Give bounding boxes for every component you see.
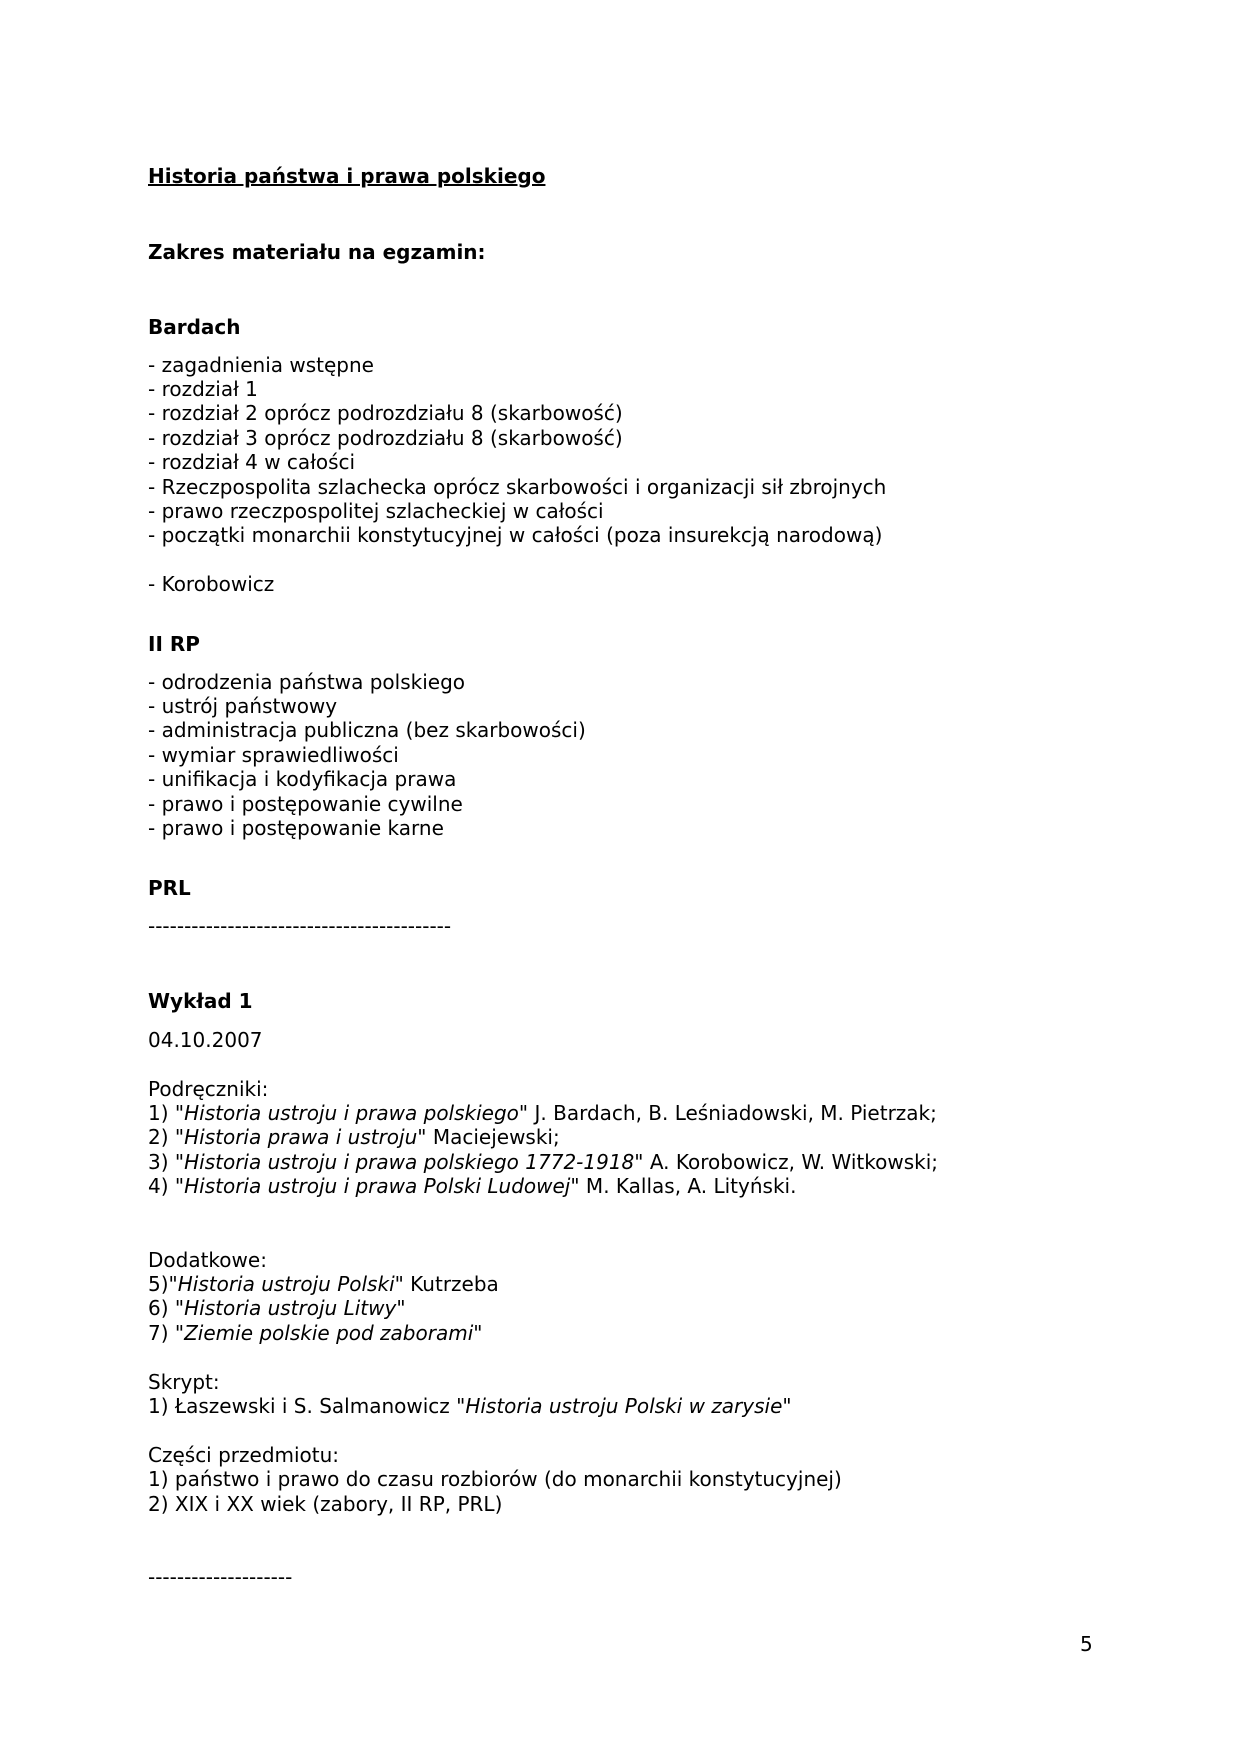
prl-heading: PRL [148, 876, 191, 900]
script-item: 1) Łaszewski i S. Salmanowicz "Historia ustroju Polski w zarysie" [148, 1394, 792, 1418]
list-item: - początki monarchii konstytucyjnej w całości (poza insurekcją narodową) [148, 523, 883, 547]
list-item: - Rzeczpospolita szlachecka oprócz skarbowości i organizacji sił zbrojnych [148, 475, 887, 499]
list-item: 1) państwo i prawo do czasu rozbiorów (do monarchii konstytucyjnej) [148, 1467, 842, 1491]
document-title: Historia państwa i prawa polskiego [148, 164, 546, 188]
list-item: 2) XIX i XX wiek (zabory, II RP, PRL) [148, 1492, 503, 1516]
list-item: - ustrój państwowy [148, 694, 338, 718]
list-item: 6) "Historia ustroju Litwy" [148, 1296, 406, 1320]
second-republic-heading: II RP [148, 632, 200, 656]
list-item: 5)"Historia ustroju Polski" Kutrzeba [148, 1272, 499, 1296]
list-item: - rozdział 3 oprócz podrozdziału 8 (skarbowość) [148, 426, 623, 450]
list-item: - prawo rzeczpospolitej szlacheckiej w całości [148, 499, 604, 523]
list-item: - prawo i postępowanie cywilne [148, 792, 463, 816]
list-item: - prawo i postępowanie karne [148, 816, 444, 840]
list-item: - wymiar sprawiedliwości [148, 743, 399, 767]
list-item: 7) "Ziemie polskie pod zaborami" [148, 1321, 483, 1345]
additional-heading: Dodatkowe: [148, 1248, 267, 1272]
lecture-date: 04.10.2007 [148, 1028, 263, 1052]
list-item: 4) "Historia ustroju i prawa Polski Ludowej" M. Kallas, A. Lityński. [148, 1174, 797, 1198]
list-item: - zagadnienia wstępne [148, 353, 374, 377]
list-item: - unifikacja i kodyfikacja prawa [148, 767, 457, 791]
list-item: 3) "Historia ustroju i prawa polskiego 1772-1918" A. Korobowicz, W. Witkowski; [148, 1150, 939, 1174]
list-item: 2) "Historia prawa i ustroju" Maciejewski; [148, 1125, 560, 1149]
parts-heading: Części przedmiotu: [148, 1443, 340, 1467]
scope-heading: Zakres materiału na egzamin: [148, 240, 486, 264]
list-item: - odrodzenia państwa polskiego [148, 670, 466, 694]
page-number: 5 [1080, 1632, 1093, 1656]
list-item: - rozdział 1 [148, 377, 258, 401]
korobowicz-item: - Korobowicz [148, 572, 275, 596]
list-item: - administracja publiczna (bez skarbowości) [148, 718, 586, 742]
textbooks-heading: Podręczniki: [148, 1077, 269, 1101]
bardach-heading: Bardach [148, 315, 241, 339]
list-item: - rozdział 4 w całości [148, 450, 356, 474]
lecture-heading: Wykład 1 [148, 989, 253, 1013]
script-heading: Skrypt: [148, 1370, 220, 1394]
separator-short: -------------------- [148, 1565, 293, 1589]
list-item: 1) "Historia ustroju i prawa polskiego" J. Bardach, B. Leśniadowski, M. Pietrzak; [148, 1101, 937, 1125]
separator-long: ------------------------------------------ [148, 914, 452, 938]
list-item: - rozdział 2 oprócz podrozdziału 8 (skarbowość) [148, 401, 623, 425]
